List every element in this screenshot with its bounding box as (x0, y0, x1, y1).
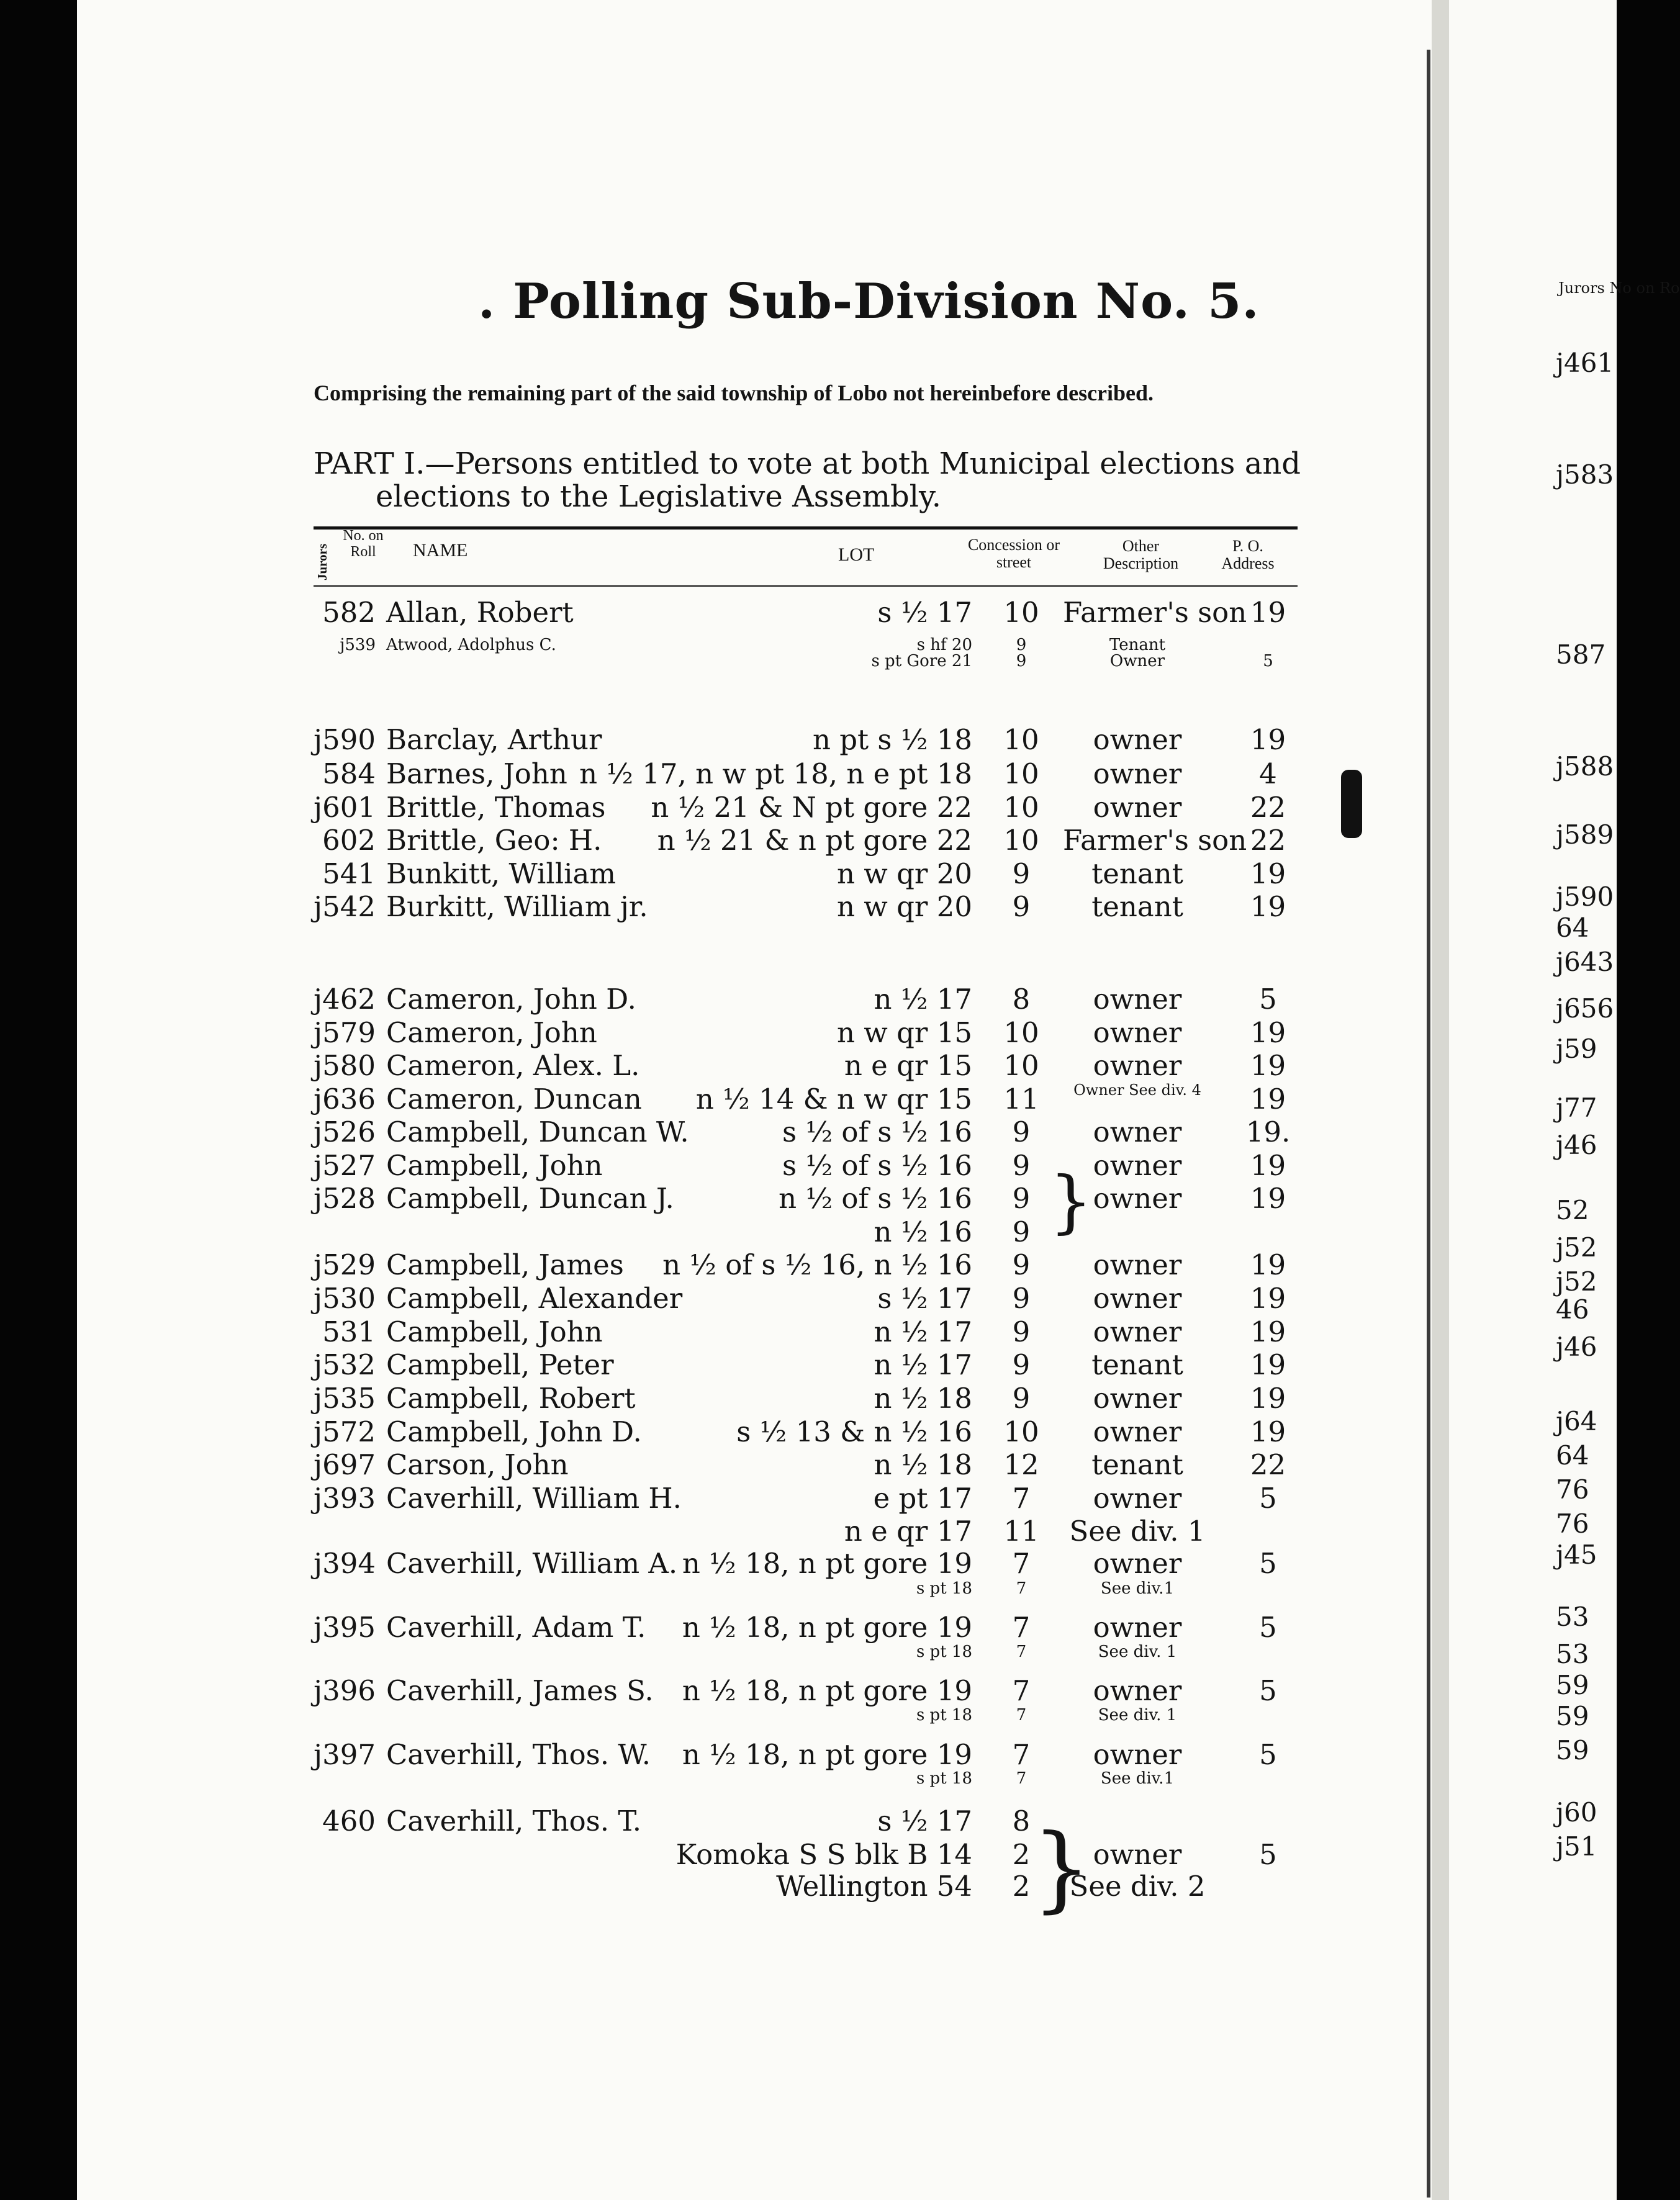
column-header-concession: Concession or street (967, 536, 1060, 571)
concession-cell: 9 (1012, 1315, 1031, 1348)
roll-number-cell: 541 (322, 857, 376, 890)
roll-number-cell: j397 (314, 1738, 376, 1771)
other-description-cell: owner (1093, 1248, 1182, 1281)
lot-cell: n w qr 20 (837, 857, 972, 890)
table-row (0, 1770, 1617, 1803)
voter-name-cell: Burkitt, William jr. (386, 890, 648, 923)
voter-name-cell: Campbell, Robert (386, 1382, 636, 1415)
table-row (0, 857, 1617, 891)
facing-page-fragment: j588 (1556, 751, 1614, 782)
facing-page-fragment: 64 (1556, 1440, 1589, 1471)
page-title: . Polling Sub-Division No. 5. (478, 273, 1260, 330)
lot-cell: n w qr 20 (837, 890, 972, 923)
lot-cell: n ½ 18 (874, 1382, 972, 1415)
voter-name-cell: Barnes, John (386, 757, 567, 790)
other-description-cell: See div. 1 (1098, 1643, 1177, 1661)
roll-number-cell: j539 (340, 636, 376, 654)
concession-cell: 9 (1012, 1116, 1031, 1148)
concession-cell: 10 (1003, 757, 1039, 790)
roll-number-cell: j530 (314, 1282, 376, 1315)
table-row (0, 1182, 1617, 1215)
roll-number-cell: j697 (314, 1448, 376, 1481)
roll-number-cell: j529 (314, 1248, 376, 1281)
facing-page-fragment: j589 (1556, 819, 1614, 850)
part-heading-continued: elections to the Legislative Assembly. (376, 479, 942, 514)
table-row (0, 1083, 1617, 1116)
concession-cell: 9 (1012, 1215, 1031, 1248)
lot-cell: s pt 18 (916, 1579, 972, 1598)
lot-cell: n w qr 15 (837, 1016, 972, 1049)
po-address-cell: 5 (1259, 1674, 1277, 1707)
table-row (0, 1515, 1617, 1548)
voter-name-cell: Caverhill, William A. (386, 1547, 678, 1580)
concession-cell: 11 (1003, 1515, 1039, 1548)
table-row (0, 1674, 1617, 1708)
concession-cell: 7 (1012, 1674, 1031, 1707)
po-address-cell: 19 (1250, 1083, 1286, 1116)
lot-cell: n ½ of s ½ 16 (779, 1182, 972, 1215)
table-row (0, 1282, 1617, 1315)
other-description-cell: owner (1093, 1116, 1182, 1148)
part-heading: PART I.—Persons entitled to vote at both Municipal elections and (314, 446, 1301, 481)
concession-cell: 10 (1003, 723, 1039, 756)
facing-page-fragment: 76 (1556, 1508, 1589, 1539)
other-description-cell: owner (1093, 1738, 1182, 1771)
facing-page-fragment: j60 (1556, 1797, 1597, 1828)
po-address-cell: 5 (1259, 1547, 1277, 1580)
table-row (0, 652, 1617, 686)
concession-cell: 9 (1012, 857, 1031, 890)
voter-name-cell: Campbell, John (386, 1315, 603, 1348)
other-description-cell: See div.1 (1100, 1769, 1175, 1788)
facing-page-fragment: 59 (1556, 1670, 1589, 1700)
concession-cell: 9 (1012, 1382, 1031, 1415)
other-description-cell: owner (1093, 1674, 1182, 1707)
table-row (0, 1315, 1617, 1349)
lot-cell: s hf 20 (916, 636, 972, 654)
table-row (0, 1643, 1617, 1677)
lot-cell: n ½ of s ½ 16, n ½ 16 (662, 1248, 972, 1281)
voter-name-cell: Carson, John (386, 1448, 569, 1481)
table-row (0, 1415, 1617, 1449)
lot-cell: n ½ 18, n pt gore 19 (682, 1547, 972, 1580)
voter-name-cell: Campbell, Peter (386, 1348, 614, 1381)
other-description-cell: See div.1 (1100, 1579, 1175, 1598)
table-row (0, 1706, 1617, 1740)
concession-cell: 9 (1016, 636, 1027, 654)
po-address-cell: 19 (1250, 1282, 1286, 1315)
concession-cell: 12 (1003, 1448, 1039, 1481)
other-description-cell: See div. 2 (1069, 1870, 1206, 1903)
roll-number-cell: j528 (314, 1182, 376, 1215)
lot-cell: n ½ 18, n pt gore 19 (682, 1611, 972, 1644)
roll-number-cell: j532 (314, 1348, 376, 1381)
table-row (0, 1482, 1617, 1515)
voter-name-cell: Caverhill, Adam T. (386, 1611, 646, 1644)
lot-cell: n ½ 17 (874, 1348, 972, 1381)
facing-page-fragment: 52 (1556, 1195, 1589, 1225)
concession-cell: 10 (1003, 824, 1039, 857)
roll-number-cell: j636 (314, 1083, 376, 1116)
voter-name-cell: Campbell, Alexander (386, 1282, 683, 1315)
table-row (0, 983, 1617, 1016)
voter-name-cell: Caverhill, Thos. T. (386, 1805, 642, 1837)
po-address-cell: 22 (1250, 824, 1286, 857)
other-description-cell: tenant (1091, 890, 1183, 923)
brace-mark: } (1032, 1815, 1091, 1923)
other-description-cell: See div. 1 (1098, 1706, 1177, 1724)
lot-cell: s pt Gore 21 (871, 652, 972, 670)
voter-name-cell: Campbell, Duncan W. (386, 1116, 689, 1148)
concession-cell: 2 (1012, 1838, 1031, 1871)
facing-page-fragment: j45 (1556, 1540, 1597, 1570)
roll-number-cell: j396 (314, 1674, 376, 1707)
facing-page-fragment: j52 (1556, 1266, 1597, 1297)
other-description-cell: Tenant (1109, 636, 1166, 654)
roll-number-cell: j535 (314, 1382, 376, 1415)
column-header-jurors: Jurors (315, 543, 330, 580)
voter-name-cell: Brittle, Thomas (386, 791, 606, 824)
brace-mark: } (1049, 1161, 1093, 1241)
facing-page-fragment: j656 (1556, 993, 1614, 1024)
other-description-cell: tenant (1091, 1348, 1183, 1381)
po-address-cell: 4 (1259, 757, 1277, 790)
facing-page-fragment: 76 (1556, 1474, 1589, 1505)
table-row (0, 1049, 1617, 1083)
lot-cell: s pt 18 (916, 1706, 972, 1724)
concession-cell: 2 (1012, 1870, 1031, 1903)
roll-number-cell: j395 (314, 1611, 376, 1644)
concession-cell: 9 (1012, 1149, 1031, 1182)
header-rule-top (314, 526, 1298, 530)
voter-name-cell: Campbell, James (386, 1248, 624, 1281)
roll-number-cell: j580 (314, 1049, 376, 1082)
po-address-cell: 22 (1250, 791, 1286, 824)
other-description-cell: owner (1093, 1547, 1182, 1580)
concession-cell: 10 (1003, 1016, 1039, 1049)
facing-page-fragment: 59 (1556, 1735, 1589, 1765)
other-description-cell: See div. 1 (1069, 1515, 1206, 1548)
table-row (0, 1738, 1617, 1772)
po-address-cell: 5 (1259, 1482, 1277, 1515)
lot-cell: s ½ of s ½ 16 (782, 1149, 972, 1182)
po-address-cell: 19 (1250, 1348, 1286, 1381)
lot-cell: n ½ 14 & n w qr 15 (695, 1083, 972, 1116)
concession-cell: 7 (1012, 1482, 1031, 1515)
roll-number-cell: j462 (314, 983, 376, 1016)
table-row (0, 1870, 1617, 1903)
lot-cell: n e qr 15 (844, 1049, 972, 1082)
column-header-po-address: P. O. Address (1221, 537, 1275, 572)
lot-cell: n ½ 21 & N pt gore 22 (651, 791, 972, 824)
lot-cell: n ½ 16 (874, 1215, 972, 1248)
other-description-cell: owner (1093, 1016, 1182, 1049)
po-address-cell: 19 (1250, 1248, 1286, 1281)
facing-page-fragment: 587 (1556, 639, 1606, 670)
concession-cell: 10 (1003, 791, 1039, 824)
ink-blot (1341, 770, 1362, 838)
po-address-cell: 19 (1250, 890, 1286, 923)
other-description-cell: owner (1093, 1482, 1182, 1515)
po-address-cell: 5 (1259, 983, 1277, 1016)
table-row (0, 596, 1617, 629)
table-row (0, 1382, 1617, 1415)
page-subtitle: Comprising the remaining part of the said township of Lobo not hereinbefore described. (314, 381, 1154, 405)
lot-cell: s ½ of s ½ 16 (782, 1116, 972, 1148)
table-row (0, 1016, 1617, 1050)
voter-name-cell: Campbell, John D. (386, 1415, 642, 1448)
concession-cell: 10 (1003, 1049, 1039, 1082)
table-row (0, 1838, 1617, 1872)
roll-number-cell: j590 (314, 723, 376, 756)
voter-name-cell: Brittle, Geo: H. (386, 824, 602, 857)
concession-cell: 7 (1012, 1547, 1031, 1580)
lot-cell: n ½ 17 (874, 1315, 972, 1348)
lot-cell: s ½ 17 (877, 1805, 972, 1837)
table-row (0, 791, 1617, 824)
roll-number-cell: 582 (322, 596, 376, 629)
facing-page-header: Jurors No on Ro (1558, 279, 1680, 297)
concession-cell: 9 (1012, 1348, 1031, 1381)
column-header-name: NAME (413, 540, 468, 561)
concession-cell: 7 (1016, 1769, 1027, 1788)
table-row (0, 1215, 1617, 1249)
po-address-cell: 19 (1250, 1415, 1286, 1448)
concession-cell: 8 (1012, 983, 1031, 1016)
po-address-cell: 19 (1250, 1315, 1286, 1348)
facing-page-fragment: j643 (1556, 947, 1614, 977)
column-header-no-on-roll: No. on Roll (343, 528, 384, 560)
header-rule-bottom (314, 585, 1298, 587)
roll-number-cell: j601 (314, 791, 376, 824)
concession-cell: 7 (1012, 1738, 1031, 1771)
roll-number-cell: j393 (314, 1482, 376, 1515)
lot-cell: n ½ 17, n w pt 18, n e pt 18 (579, 757, 972, 790)
po-address-cell: 19 (1250, 1149, 1286, 1182)
other-description-cell: tenant (1091, 1448, 1183, 1481)
facing-page-fragment: j59 (1556, 1034, 1597, 1064)
facing-page-fragment: j46 (1556, 1332, 1597, 1362)
facing-page-fragment: 53 (1556, 1602, 1589, 1632)
other-description-cell: owner (1093, 1838, 1182, 1871)
roll-number-cell: j527 (314, 1149, 376, 1182)
table-row (0, 1580, 1617, 1613)
table-row (0, 1348, 1617, 1382)
table-row (0, 824, 1617, 857)
lot-cell: s ½ 17 (877, 596, 972, 629)
po-address-cell: 19 (1250, 1016, 1286, 1049)
concession-cell: 9 (1012, 1248, 1031, 1281)
table-row (0, 890, 1617, 924)
concession-cell: 9 (1012, 890, 1031, 923)
concession-cell: 7 (1016, 1579, 1027, 1598)
lot-cell: Wellington 54 (776, 1870, 972, 1903)
voter-name-cell: Barclay, Arthur (386, 723, 602, 756)
table-row (0, 1611, 1617, 1644)
po-address-cell: 5 (1259, 1838, 1277, 1871)
column-header-lot: LOT (838, 544, 875, 565)
po-address-cell: 19. (1245, 1116, 1291, 1148)
other-description-cell: owner (1093, 983, 1182, 1016)
facing-page-fragment: j77 (1556, 1093, 1597, 1123)
other-description-cell: owner (1093, 1611, 1182, 1644)
concession-cell: 9 (1016, 652, 1027, 670)
other-description-cell: Owner See div. 4 (1073, 1081, 1201, 1099)
voter-name-cell: Campbell, Duncan J. (386, 1182, 674, 1215)
voter-name-cell: Caverhill, William H. (386, 1482, 682, 1515)
other-description-cell: Farmer's son (1063, 824, 1247, 857)
lot-cell: s ½ 17 (877, 1282, 972, 1315)
facing-page-fragment: j51 (1556, 1831, 1597, 1862)
facing-page-fragment: j52 (1556, 1232, 1597, 1263)
voter-name-cell: Cameron, John (386, 1016, 597, 1049)
other-description-cell: Owner (1109, 652, 1165, 670)
lot-cell: n ½ 18 (874, 1448, 972, 1481)
other-description-cell: owner (1093, 1315, 1182, 1348)
page-crease (1427, 50, 1430, 2198)
other-description-cell: owner (1093, 1049, 1182, 1082)
lot-cell: n ½ 17 (874, 983, 972, 1016)
other-description-cell: owner (1093, 1149, 1182, 1182)
po-address-cell: 22 (1250, 1448, 1286, 1481)
roll-number-cell: 584 (322, 757, 376, 790)
table-row (0, 1248, 1617, 1282)
voter-name-cell: Campbell, John (386, 1149, 603, 1182)
concession-cell: 10 (1003, 596, 1039, 629)
po-address-cell: 19 (1250, 723, 1286, 756)
column-header-other-description: Other Description (1103, 537, 1179, 572)
concession-cell: 9 (1012, 1182, 1031, 1215)
roll-number-cell: j579 (314, 1016, 376, 1049)
facing-page-fragment: j64 (1556, 1406, 1597, 1436)
concession-cell: 10 (1003, 1415, 1039, 1448)
concession-cell: 8 (1012, 1805, 1031, 1837)
lot-cell: Komoka S S blk B 14 (675, 1838, 972, 1871)
po-address-cell: 5 (1259, 1738, 1277, 1771)
table-row (0, 1448, 1617, 1482)
table-row (0, 723, 1617, 757)
voter-name-cell: Atwood, Adolphus C. (386, 636, 556, 654)
roll-number-cell: 602 (322, 824, 376, 857)
lot-cell: n ½ 18, n pt gore 19 (682, 1738, 972, 1771)
lot-cell: s pt 18 (916, 1769, 972, 1788)
roll-number-cell: 460 (322, 1805, 376, 1837)
roll-number-cell: j526 (314, 1116, 376, 1148)
roll-number-cell: 531 (322, 1315, 376, 1348)
table-row (0, 1547, 1617, 1580)
lot-cell: s ½ 13 & n ½ 16 (736, 1415, 972, 1448)
concession-cell: 7 (1012, 1611, 1031, 1644)
lot-cell: n e qr 17 (844, 1515, 972, 1548)
other-description-cell: owner (1093, 723, 1182, 756)
roll-number-cell: j572 (314, 1415, 376, 1448)
voter-name-cell: Cameron, John D. (386, 983, 636, 1016)
facing-page-fragment: j590 (1556, 881, 1614, 912)
facing-page-fragment: 46 (1556, 1294, 1589, 1325)
voter-name-cell: Allan, Robert (386, 596, 574, 629)
other-description-cell: owner (1093, 791, 1182, 824)
facing-page-fragment: 53 (1556, 1639, 1589, 1669)
voter-name-cell: Caverhill, James S. (386, 1674, 654, 1707)
facing-page-fragment: j461 (1556, 348, 1614, 378)
concession-cell: 7 (1016, 1643, 1027, 1661)
voter-name-cell: Bunkitt, William (386, 857, 616, 890)
lot-cell: n ½ 21 & n pt gore 22 (657, 824, 972, 857)
lot-cell: n pt s ½ 18 (812, 723, 972, 756)
other-description-cell: owner (1093, 1382, 1182, 1415)
table-row (0, 1116, 1617, 1149)
concession-cell: 9 (1012, 1282, 1031, 1315)
facing-page-fragment: j46 (1556, 1130, 1597, 1160)
voter-name-cell: Cameron, Alex. L. (386, 1049, 640, 1082)
voter-name-cell: Caverhill, Thos. W. (386, 1738, 651, 1771)
concession-cell: 11 (1003, 1083, 1039, 1116)
lot-cell: e pt 17 (873, 1482, 972, 1515)
voter-name-cell: Cameron, Duncan (386, 1083, 642, 1116)
po-address-cell: 19 (1250, 1382, 1286, 1415)
other-description-cell: owner (1093, 1282, 1182, 1315)
table-row (0, 757, 1617, 791)
concession-cell: 7 (1016, 1706, 1027, 1724)
po-address-cell: 5 (1259, 1611, 1277, 1644)
lot-cell: s pt 18 (916, 1643, 972, 1661)
table-row (0, 1805, 1617, 1838)
lot-cell: n ½ 18, n pt gore 19 (682, 1674, 972, 1707)
facing-page-fragment: j583 (1556, 459, 1614, 490)
po-address-cell: 19 (1250, 1049, 1286, 1082)
other-description-cell: owner (1093, 1182, 1182, 1215)
facing-page-fragment: 59 (1556, 1701, 1589, 1731)
roll-number-cell: j542 (314, 890, 376, 923)
other-description-cell: owner (1093, 757, 1182, 790)
po-address-cell: 19 (1250, 857, 1286, 890)
facing-page-fragment: 64 (1556, 913, 1589, 943)
table-row (0, 1149, 1617, 1183)
po-address-cell: 5 (1263, 652, 1273, 670)
other-description-cell: tenant (1091, 857, 1183, 890)
po-address-cell: 19 (1250, 596, 1286, 629)
other-description-cell: Farmer's son (1063, 596, 1247, 629)
other-description-cell: owner (1093, 1415, 1182, 1448)
roll-number-cell: j394 (314, 1547, 376, 1580)
po-address-cell: 19 (1250, 1182, 1286, 1215)
